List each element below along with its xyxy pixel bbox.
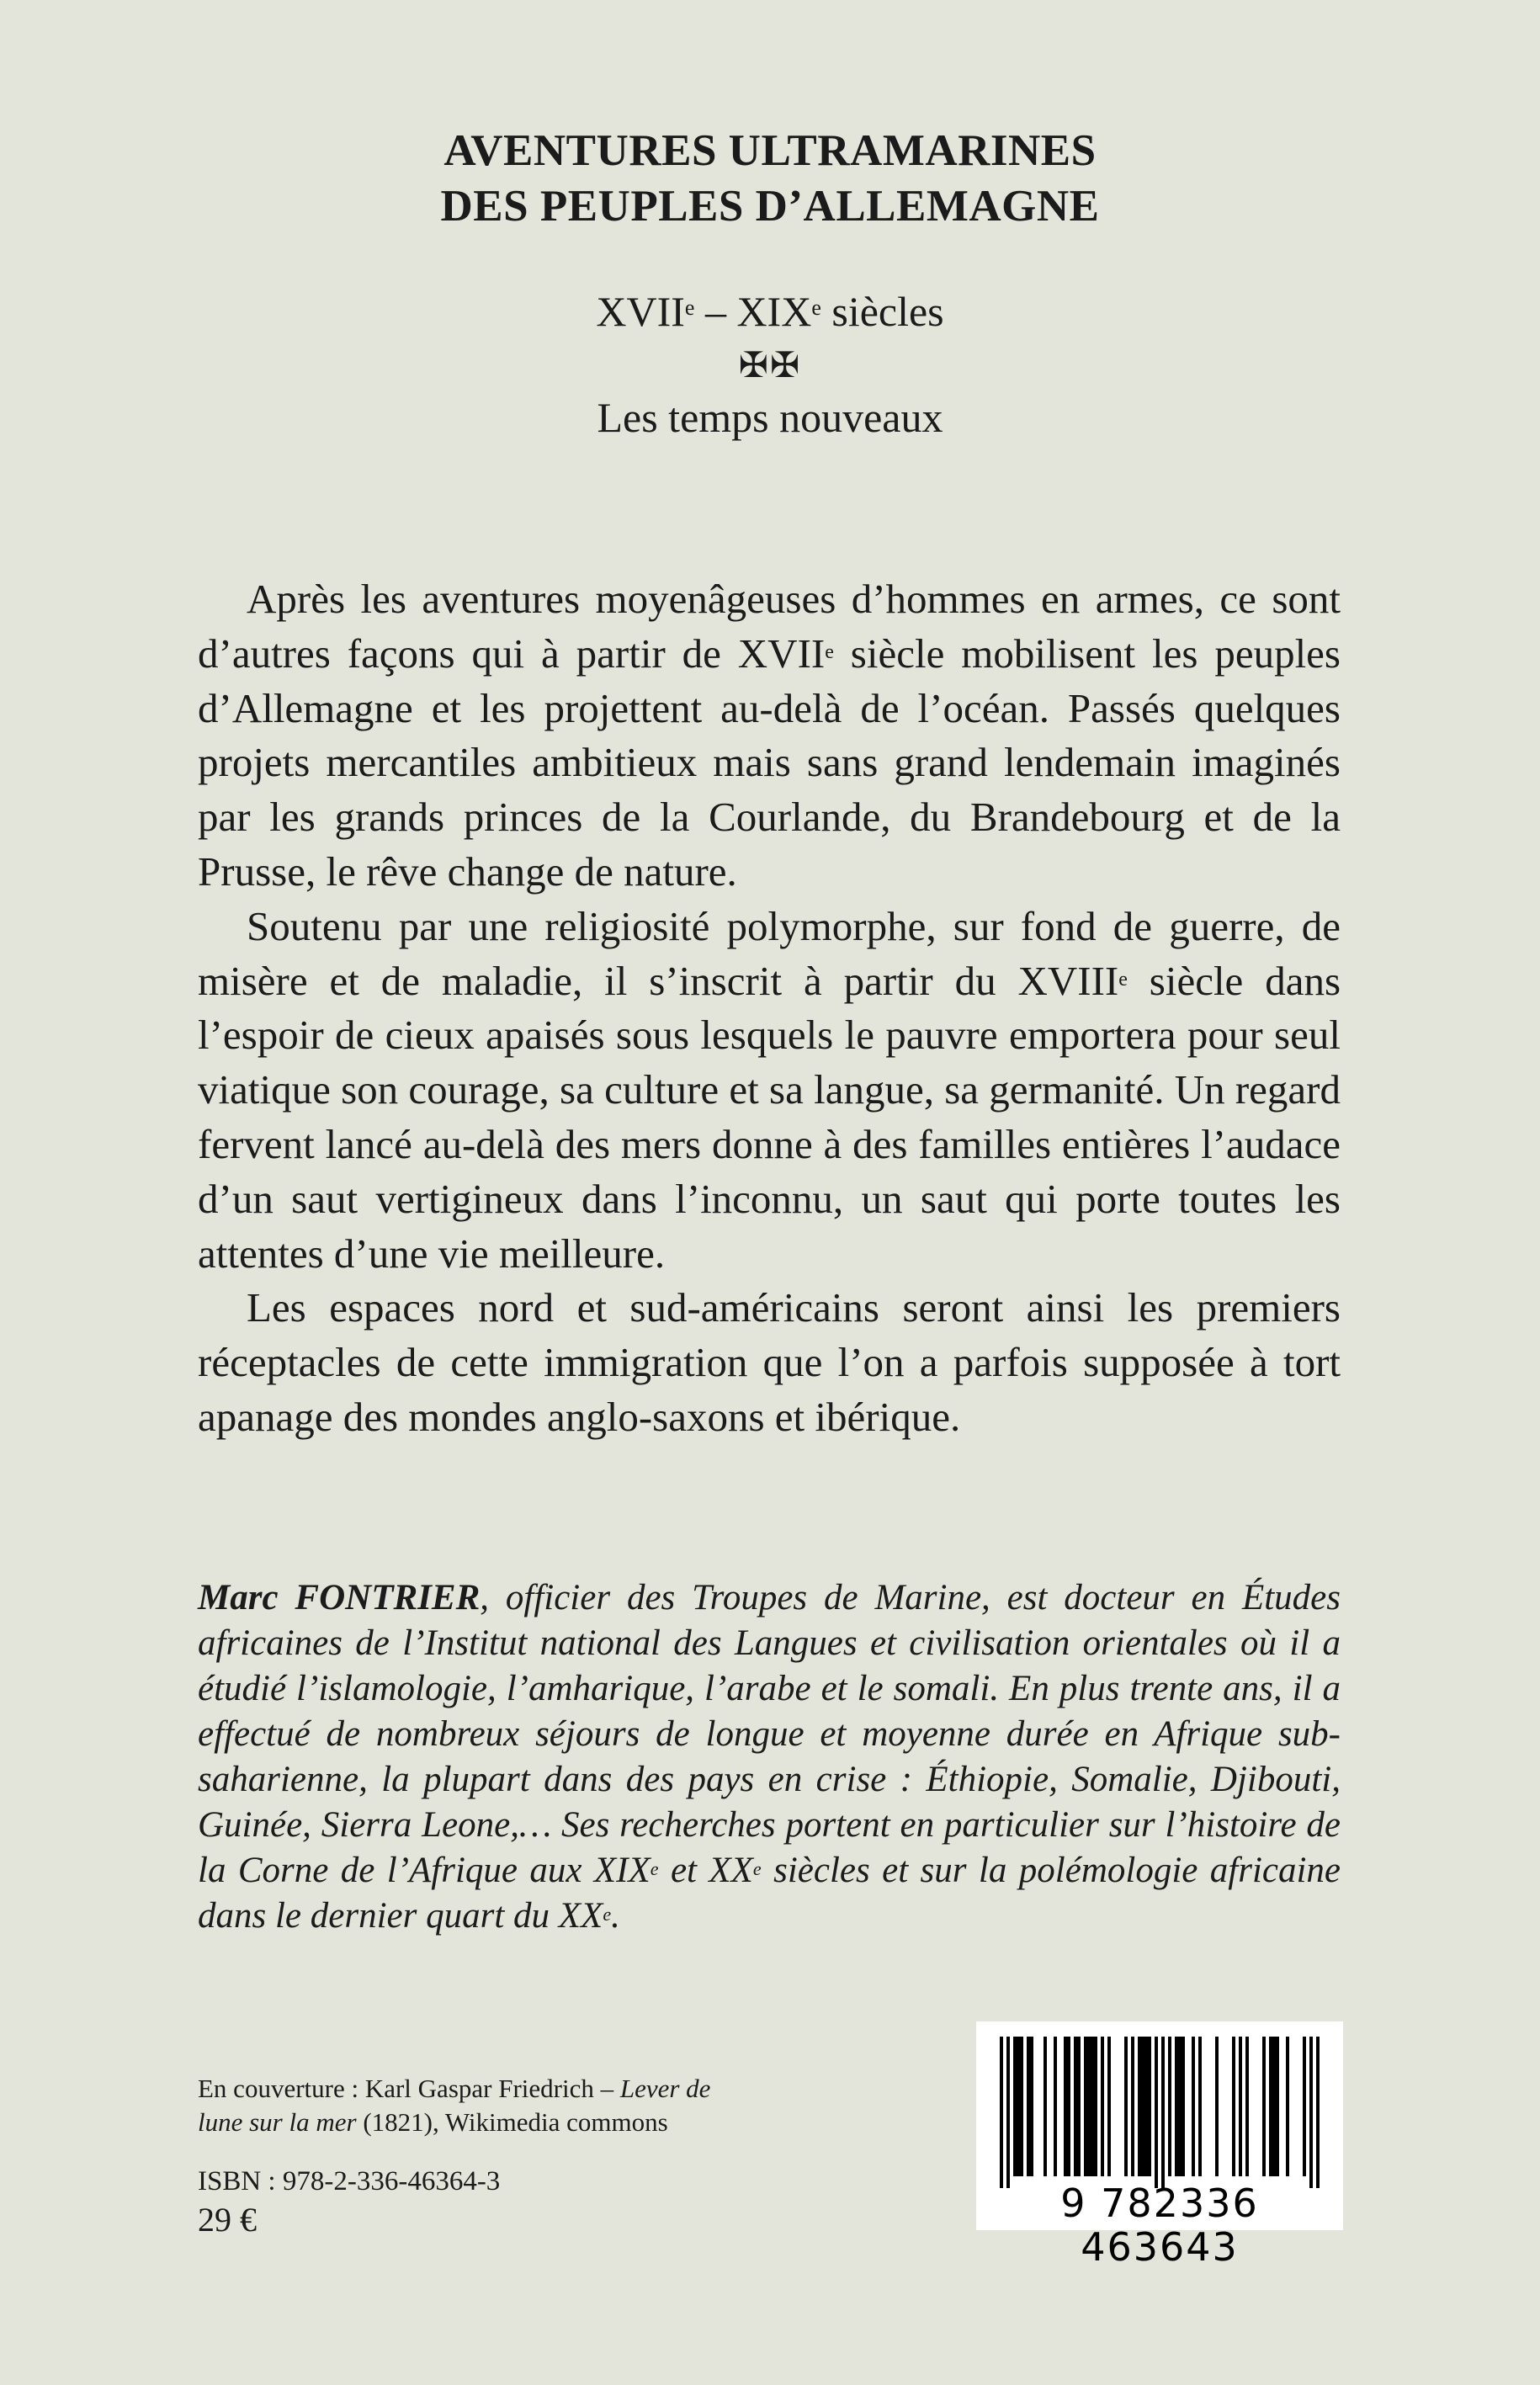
barcode-bar: [1107, 2037, 1111, 2176]
volume-title: Les temps nouveaux: [597, 394, 943, 441]
barcode-digits: 9 782336 463643: [1060, 2180, 1259, 2270]
barcode-bar: [1178, 2037, 1182, 2176]
barcode-bar: [1054, 2037, 1057, 2176]
barcode-bar: [1144, 2037, 1148, 2176]
barcode-bar: [1020, 2037, 1023, 2176]
barcode-bar: [1155, 2037, 1158, 2188]
summary-paragraph-3: Les espaces nord et sud-américains seront ainsi les premiers réceptacles de cette immigration que l’on a parfois supposée à tort apanage des mondes anglo-saxons et ibérique.: [198, 1284, 1341, 1440]
barcode-bar: [1309, 2037, 1313, 2188]
barcode-bar: [1276, 2037, 1279, 2176]
cover-artwork-title: Lever de lune sur la mer: [198, 2074, 711, 2137]
barcode-bar: [1232, 2037, 1235, 2176]
barcode-bar: [1269, 2037, 1272, 2176]
cover-credit-prefix: En couverture : Karl Gaspar Friedrich –: [198, 2074, 620, 2103]
barcode-bar: [1215, 2037, 1219, 2176]
barcode-bar: [1262, 2037, 1266, 2176]
bio-sup-1: e: [650, 1858, 659, 1879]
summary-p2-sup: e: [1118, 968, 1128, 991]
barcode-bar: [1043, 2037, 1047, 2176]
bio-sup-2: e: [752, 1858, 762, 1879]
barcode-bar: [1182, 2037, 1185, 2176]
author-name: Marc FONTRIER: [198, 1578, 481, 1617]
book-title-line-1: AVENTURES ULTRAMARINES: [443, 126, 1097, 175]
barcode-bar: [1239, 2037, 1242, 2176]
summary-p1-text-b: siècle mobilisent les peuples d’Allemagne et les projettent au-delà de l’océan. Passés quelques projets mercantiles ambitieux mais sans grand lendemain imaginés par les grands princes de la Courlande, du Brandebourg et de la Prusse, le rêve change de nature.: [198, 629, 1341, 895]
barcode-bar: [1124, 2037, 1128, 2176]
barcode-bar: [1091, 2037, 1094, 2176]
summary-p1-text-a: Après les aventures moyenâgeuses d’hommes en armes, ce sont d’autres façons qui à partir de XVII: [198, 576, 1341, 677]
barcode-bar: [1168, 2037, 1171, 2176]
barcode-bar: [1141, 2037, 1144, 2176]
barcode-bar: [1101, 2037, 1104, 2176]
book-title-line-2: DES PEUPLES D’ALLEMAGNE: [440, 182, 1100, 231]
summary-p2-text-a: Soutenu par une religiosité polymorphe, sur fond de guerre, de misère et de maladie, il s’inscrit à partir du XVIII: [198, 902, 1341, 1004]
cover-credit: [198, 2072, 745, 2139]
barcode-bar: [1148, 2037, 1151, 2176]
century-dash: –: [694, 288, 737, 335]
summary-text: [198, 572, 1341, 1445]
cover-credit-suffix: (1821), Wikimedia commons: [356, 2107, 668, 2137]
maltese-cross-ornament-icon: ✠✠: [738, 347, 802, 385]
barcode-bar: [1017, 2037, 1020, 2176]
barcode-bar: [1084, 2037, 1087, 2176]
barcode-bar: [1131, 2037, 1134, 2176]
century-start-sup: e: [684, 295, 695, 320]
barcode-bar: [1198, 2037, 1202, 2176]
barcode-bar: [1272, 2037, 1276, 2176]
century-end-sup: e: [811, 295, 821, 320]
bio-text-d: .: [611, 1896, 620, 1936]
author-bio: [198, 1575, 1341, 1939]
summary-paragraph-2: [198, 900, 1341, 1282]
barcode-bar: [1006, 2037, 1010, 2188]
barcode-bar: [1175, 2037, 1178, 2176]
bio-text-a: , officier des Troupes de Marine, est docteur en Études africaines de l’Institut national des Langues et civilisation orientales où il a étudié l’islamologie, l’amharique, l’arabe et le somali. En plus trente ans, il a effectué de nombreux séjours de longue et moyenne durée en Afrique sub-saharienne, la plupart dans des pays en crise : Éthiopie, Somalie, Djibouti, Guinée, Sierra Leone,… Ses recherches portent en particulier sur l’histoire de la Corne de l’Afrique aux XIX: [198, 1578, 1341, 1890]
barcode: [976, 2021, 1343, 2270]
barcode-bar: [1161, 2037, 1165, 2188]
barcode-bar: [1027, 2037, 1030, 2176]
summary-p2-text-b: siècle dans l’espoir de cieux apaisés sous lesquels le pauvre emportera pour seul viatique son courage, sa culture et sa langue, sa germanité. Un regard fervent lancé au-delà des mers donne à des familles entières l’audace d’un saut vertigineux dans l’inconnu, un saut qui porte toutes les attentes d’une vie meilleure.: [198, 957, 1341, 1277]
barcode-bar: [1138, 2037, 1141, 2176]
book-title: [0, 123, 1540, 234]
barcode-bar: [1303, 2037, 1306, 2176]
barcode-bar: [1013, 2037, 1017, 2176]
barcode-bar: [1067, 2037, 1070, 2176]
isbn-number: ISBN : 978-2-336-46364-3: [198, 2166, 501, 2196]
century-word: siècles: [820, 288, 944, 335]
century-range: [0, 286, 1540, 337]
barcode-bar: [1000, 2037, 1003, 2188]
barcode-bar: [1316, 2037, 1320, 2188]
barcode-bar: [1030, 2037, 1033, 2176]
bio-text-c: siècles et sur la polémologie africaine dans le dernier quart du XX: [198, 1851, 1341, 1936]
barcode-bar: [1192, 2037, 1195, 2176]
summary-paragraph-1: [198, 572, 1341, 900]
barcode-bar: [1074, 2037, 1077, 2176]
price: 29 €: [198, 2201, 257, 2239]
barcode-bar: [1087, 2037, 1091, 2176]
barcode-bar: [1286, 2037, 1289, 2176]
century-start: XVII: [596, 288, 685, 335]
summary-p1-sup: e: [825, 640, 834, 663]
barcode-bar: [1245, 2037, 1249, 2176]
bio-sup-3: e: [603, 1904, 612, 1925]
barcode-bar: [1094, 2037, 1097, 2176]
century-end: XIX: [736, 288, 812, 335]
bio-text-b: et XX: [658, 1851, 753, 1890]
barcode-bar: [1077, 2037, 1081, 2176]
barcode-bar: [1064, 2037, 1067, 2176]
